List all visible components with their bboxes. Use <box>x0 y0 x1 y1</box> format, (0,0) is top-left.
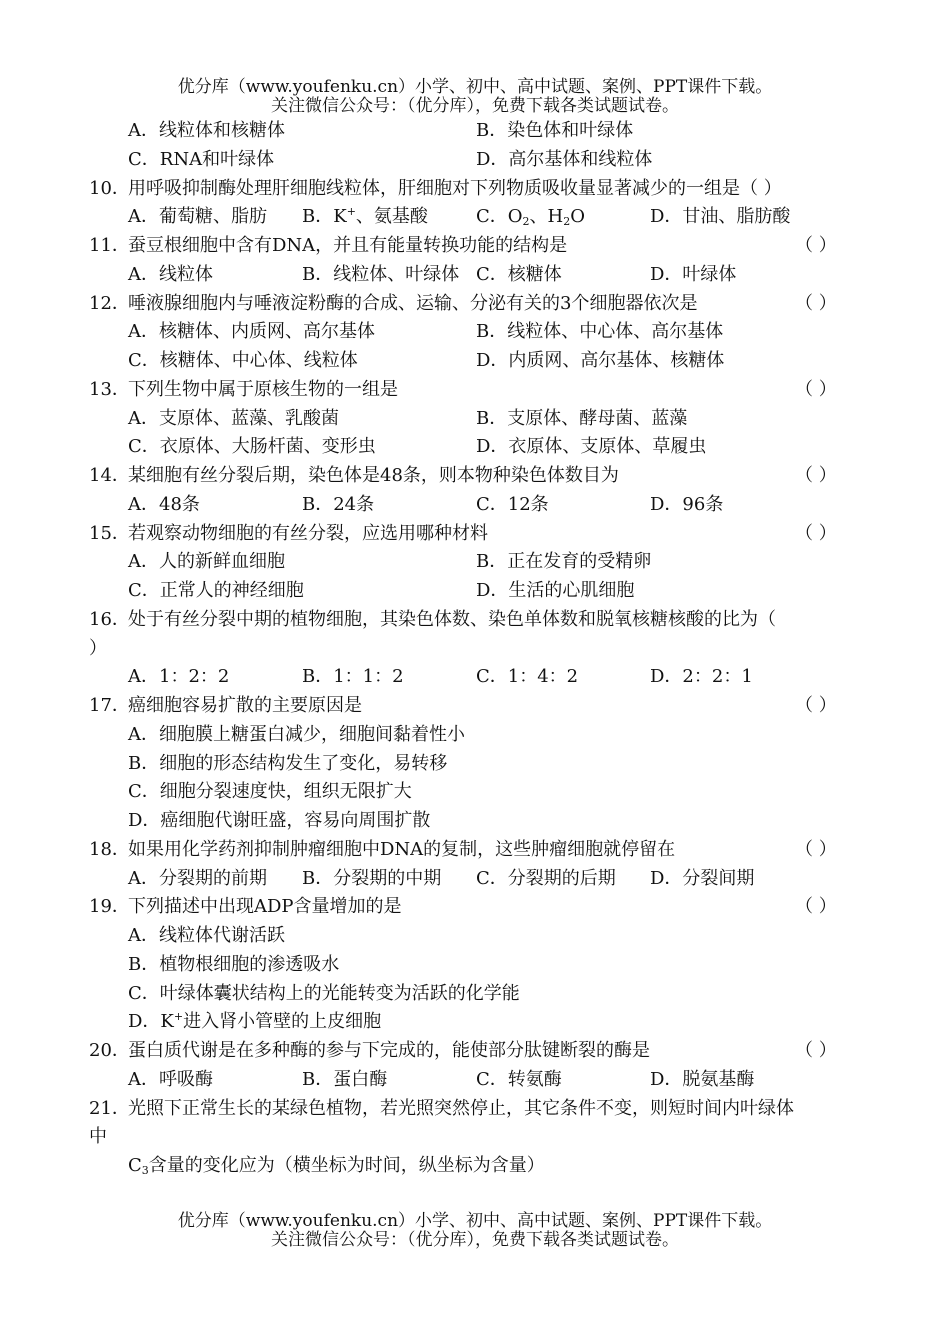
q19-option-b-row <box>0 951 950 980</box>
q17-option-b-row <box>0 750 950 779</box>
q19-option-c: C．叶绿体囊状结构上的光能转变为活跃的化学能 <box>128 982 520 1004</box>
q19-option-d-sup: + <box>173 1010 184 1024</box>
q19-number: 19． <box>89 896 130 918</box>
q13-answer-blank: （ ） <box>795 378 837 400</box>
q10-option-b <box>302 203 428 232</box>
q10-options <box>0 203 950 232</box>
q21-line3-suffix: 含量的变化应为（横坐标为时间，纵坐标为含量） <box>148 1155 545 1176</box>
q16-number: 16． <box>89 608 130 630</box>
q15-options-row-1 <box>0 548 950 577</box>
q20-answer-blank: （ ） <box>795 1040 837 1061</box>
q16-option-c: C．1：4：2 <box>476 666 579 688</box>
q17-option-a-row <box>0 721 950 750</box>
q19-option-a-row <box>0 922 950 951</box>
q13-option-d: D．衣原体、支原体、草履虫 <box>476 436 707 458</box>
q11-option-d: D．叶绿体 <box>650 263 737 285</box>
q21-text-cont: 中 <box>89 1126 107 1148</box>
q12-options-row-1 <box>0 318 950 347</box>
q15-answer-blank: （ ） <box>795 522 837 544</box>
q16-option-d: D．2：2：1 <box>650 666 753 688</box>
q15-options-row-2 <box>0 577 950 606</box>
q13-number: 13． <box>89 378 130 400</box>
q11-option-b: B．线粒体、叶绿体 <box>302 263 460 285</box>
q18-stem <box>0 836 950 865</box>
q21-line3-prefix: C <box>128 1155 142 1176</box>
q17-number: 17． <box>89 695 130 716</box>
header-line-1: 优分库（www.youfenku.cn）小学、初中、高中试题、案例、PPT课件下载。 <box>177 77 773 97</box>
q16-text-cont: ） <box>89 637 107 659</box>
q18-options <box>0 865 950 894</box>
q19-option-d-prefix: D．K <box>128 1011 174 1033</box>
q11-number: 11． <box>89 235 130 256</box>
q12-number: 12． <box>89 292 130 314</box>
q21-number: 21． <box>89 1097 130 1119</box>
q17-answer-blank: （ ） <box>795 695 837 716</box>
q17-option-c: C．细胞分裂速度快，组织无限扩大 <box>128 781 412 803</box>
q16-text: 处于有丝分裂中期的植物细胞，其染色体数、染色单体数和脱氧核糖核酸的比为（ <box>128 608 776 630</box>
q10-option-c-sub1: 2 <box>522 215 530 229</box>
q18-option-b: B．分裂期的中期 <box>302 867 442 889</box>
q15-option-c: C．正常人的神经细胞 <box>128 580 304 601</box>
q16-option-a: A．1：2：2 <box>128 666 230 688</box>
q14-answer-blank: （ ） <box>795 465 837 486</box>
q19-answer-blank: （ ） <box>795 896 837 918</box>
q17-option-d: D．癌细胞代谢旺盛，容易向周围扩散 <box>128 810 431 831</box>
q21-text-line-3 <box>128 1152 545 1181</box>
q17-option-c-row <box>0 778 950 807</box>
question-list <box>0 117 950 1181</box>
q12-text: 唾液腺细胞内与唾液淀粉酶的合成、运输、分泌有关的3个细胞器依次是 <box>128 292 698 314</box>
q21-line3-sub: 3 <box>141 1164 149 1177</box>
q10-option-b-suffix: 、氨基酸 <box>355 206 428 228</box>
q19-option-c-row <box>0 980 950 1009</box>
q12-option-a: A．核糖体、内质网、高尔基体 <box>128 321 375 343</box>
q13-stem <box>0 376 950 405</box>
q12-option-d: D．内质网、高尔基体、核糖体 <box>476 350 725 371</box>
q21-stem-cont <box>0 1123 950 1152</box>
q18-text: 如果用化学药剂抑制肿瘤细胞中DNA的复制，这些肿瘤细胞就停留在 <box>128 838 676 860</box>
q16-stem-cont <box>0 635 950 664</box>
q16-stem <box>0 606 950 635</box>
q14-option-a: A．48条 <box>128 493 200 515</box>
q12-answer-blank: （ ） <box>795 292 837 314</box>
header-line-2: 关注微信公众号：（优分库），免费下载各类试题试卷。 <box>271 96 679 116</box>
q10-option-b-sup: + <box>346 205 356 219</box>
q13-option-b: B．支原体、酵母菌、蓝藻 <box>476 407 688 429</box>
q21-text: 光照下正常生长的某绿色植物，若光照突然停止，其它条件不变，则短时间内叶绿体 <box>128 1097 794 1119</box>
footer-line-1: 优分库（www.youfenku.cn）小学、初中、高中试题、案例、PPT课件下载。 <box>177 1211 773 1231</box>
q10-option-c-sub2: 2 <box>563 215 571 229</box>
q15-option-a: A．人的新鲜血细胞 <box>128 551 285 573</box>
q14-text: 某细胞有丝分裂后期，染色体是48条，则本物种染色体数目为 <box>128 465 619 486</box>
q10-option-c-prefix: C．O <box>476 206 523 228</box>
q11-options <box>0 261 950 290</box>
q10-option-c-mid: 、H <box>529 206 564 228</box>
q10-option-c-suffix: O <box>570 206 585 228</box>
q19-stem <box>0 893 950 922</box>
q10-option-a: A．葡萄糖、脂肪 <box>128 206 267 228</box>
q15-option-b: B．正在发育的受精卵 <box>476 551 652 573</box>
page-header <box>0 78 950 116</box>
q9-option-c: C．RNA和叶绿体 <box>128 148 275 170</box>
q14-option-b: B．24条 <box>302 493 375 515</box>
q14-option-c: C．12条 <box>476 493 549 515</box>
q17-text: 癌细胞容易扩散的主要原因是 <box>128 695 362 716</box>
q18-option-c: C．分裂期的后期 <box>476 867 616 889</box>
q19-text: 下列描述中出现ADP含量增加的是 <box>128 896 402 918</box>
q11-answer-blank: （ ） <box>795 235 837 256</box>
q16-option-b: B．1：1：2 <box>302 666 404 688</box>
q11-stem <box>0 232 950 261</box>
q9-option-b: B．染色体和叶绿体 <box>476 120 634 141</box>
q13-text: 下列生物中属于原核生物的一组是 <box>128 378 398 400</box>
q12-option-c: C．核糖体、中心体、线粒体 <box>128 350 358 371</box>
q14-stem <box>0 462 950 491</box>
q20-option-d: D．脱氨基酶 <box>650 1068 755 1090</box>
footer-line-2: 关注微信公众号：（优分库），免费下载各类试题试卷。 <box>271 1230 679 1250</box>
q9-options-row-2 <box>0 146 950 175</box>
q21-stem-line-3 <box>0 1152 950 1181</box>
q16-options <box>0 663 950 692</box>
q17-stem <box>0 692 950 721</box>
page-footer <box>0 1212 950 1250</box>
q11-text: 蚕豆根细胞中含有DNA，并且有能量转换功能的结构是 <box>128 235 568 256</box>
q19-option-b: B．植物根细胞的渗透吸水 <box>128 953 340 975</box>
q20-stem <box>0 1037 950 1066</box>
q11-option-a: A．线粒体 <box>128 263 213 285</box>
q10-text: 用呼吸抑制酶处理肝细胞线粒体，肝细胞对下列物质吸收量显著减少的一组是（ ） <box>128 177 782 199</box>
q12-option-b: B．线粒体、中心体、高尔基体 <box>476 321 724 343</box>
q15-stem <box>0 520 950 549</box>
q9-options-row-1 <box>0 117 950 146</box>
q14-number: 14． <box>89 465 130 486</box>
q20-option-b: B．蛋白酶 <box>302 1068 388 1090</box>
q9-option-a: A．线粒体和核糖体 <box>128 120 285 141</box>
q12-stem <box>0 290 950 319</box>
q17-option-a: A．细胞膜上糖蛋白减少，细胞间黏着性小 <box>128 723 465 745</box>
q20-options <box>0 1066 950 1095</box>
q10-option-d: D．甘油、脂肪酸 <box>650 206 791 228</box>
q13-options-row-1 <box>0 405 950 434</box>
q18-number: 18． <box>89 838 130 860</box>
q10-option-c <box>476 203 585 232</box>
q18-option-d: D．分裂间期 <box>650 867 755 889</box>
q13-option-c: C．衣原体、大肠杆菌、变形虫 <box>128 436 376 458</box>
q15-text: 若观察动物细胞的有丝分裂，应选用哪种材料 <box>128 522 488 544</box>
q19-option-a: A．线粒体代谢活跃 <box>128 925 285 946</box>
q17-option-d-row <box>0 807 950 836</box>
q18-answer-blank: （ ） <box>795 838 837 860</box>
q10-option-b-prefix: B．K <box>302 206 347 228</box>
q21-stem <box>0 1095 950 1124</box>
q12-options-row-2 <box>0 347 950 376</box>
q17-option-b: B．细胞的形态结构发生了变化，易转移 <box>128 752 448 774</box>
q19-option-d-suffix: 进入肾小管壁的上皮细胞 <box>183 1011 382 1033</box>
q15-option-d: D．生活的心肌细胞 <box>476 580 635 601</box>
q10-number: 10． <box>89 177 130 199</box>
q20-text: 蛋白质代谢是在多种酶的参与下完成的，能使部分肽键断裂的酶是 <box>128 1040 650 1061</box>
q13-option-a: A．支原体、蓝藻、乳酸菌 <box>128 407 339 429</box>
q15-number: 15． <box>89 522 130 544</box>
q19-option-d-row <box>0 1008 950 1037</box>
q20-option-c: C．转氨酶 <box>476 1068 562 1090</box>
q11-option-c: C．核糖体 <box>476 263 562 285</box>
q9-option-d: D．高尔基体和线粒体 <box>476 148 653 170</box>
q14-option-d: D．96条 <box>650 493 724 515</box>
q13-options-row-2 <box>0 433 950 462</box>
q19-option-d <box>128 1008 381 1037</box>
q18-option-a: A．分裂期的前期 <box>128 867 267 889</box>
q20-option-a: A．呼吸酶 <box>128 1068 213 1090</box>
q10-stem <box>0 175 950 204</box>
q20-number: 20． <box>89 1040 130 1061</box>
q14-options <box>0 491 950 520</box>
